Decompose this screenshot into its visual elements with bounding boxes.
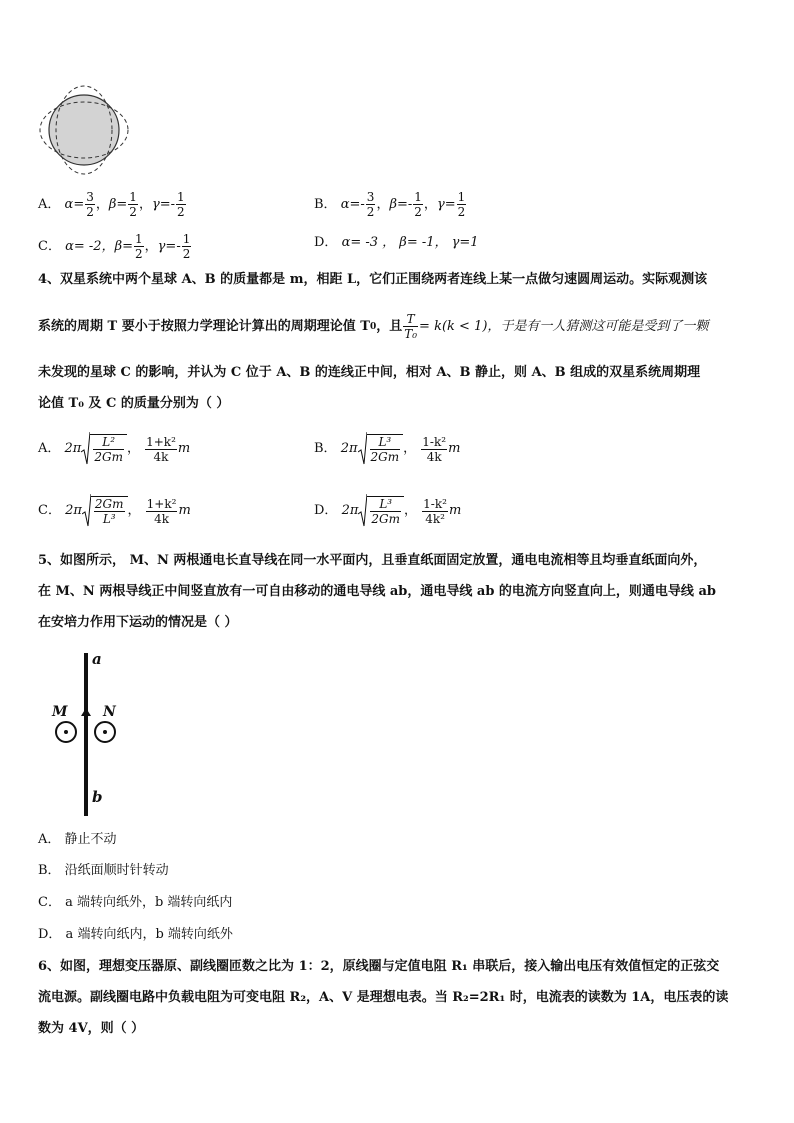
q4-option-c[interactable]: C． 2π $\frac{2Gm}{\text{L³}}$ ， $\frac{\text{1+k²}}{4k}$ m	[38, 494, 191, 528]
q5-option-d[interactable]: D． a 端转向纸内，b 端转向纸外	[38, 927, 233, 942]
q5-text-line-2: 在 M、N 两根导线正中间竖直放有一可自由移动的通电导线 ab，通电导线 ab 的电流方向竖直向上，则通电导线 ab	[38, 584, 716, 599]
label-b: b	[92, 788, 103, 806]
wire-M-out-icon	[54, 720, 78, 744]
q5-option-c[interactable]: C． a 端转向纸外，b 端转向纸内	[38, 895, 233, 910]
q3-option-a[interactable]: A． α = $\frac{3}{2}$ ， β = $\frac{1}{2}$ ， γ = - $\frac{1}{2}$	[38, 190, 185, 219]
q4-text-line-3: 未发现的星球 C 的影响，并认为 C 位于 A、B 的连线正中间，相对 A、B 静止，则 A、B 组成的双星系统周期理	[38, 365, 701, 380]
label-M: M	[52, 704, 68, 720]
q4-text-line-1: 4、双星系统中两个星球 A、B 的质量都是 m，相距 L，它们正围绕两者连线上某一点做匀速圆周运动。实际观测该	[38, 272, 708, 287]
q4-text-line-4: 论值 T₀ 及 C 的质量分别为（ ）	[38, 396, 230, 411]
wire-ab	[84, 653, 88, 816]
q4-option-a[interactable]: A． 2π $\frac{\text{L²}}{2Gm}$ ， $\frac{\text{1+k²}}{4k}$ m	[38, 432, 190, 466]
q6-text-line-2: 流电源。副线圈电路中负载电阻为可变电阻 R₂，A、V 是理想电表。当 R₂=2R₁ 时，电流表的读数为 1A，电压表的读	[38, 990, 729, 1005]
q6-text-line-1: 6、如图，理想变压器原、副线圈匝数之比为 1：2，原线圈与定值电阻 R₁ 串联后，接入输出电压有效值恒定的正弦交	[38, 959, 720, 974]
q5-option-a[interactable]: A． 静止不动	[38, 832, 117, 847]
q3-deformed-sphere-figure	[36, 82, 132, 178]
q4-option-b[interactable]: B． 2π $\frac{\text{L³}}{2Gm}$ ， $\frac{\text{1-k²}}{4k}$ m	[314, 432, 460, 466]
q5-text-line-3: 在安培力作用下运动的情况是（ ）	[38, 615, 238, 630]
q3-option-c[interactable]: C． α= -2， β = $\frac{1}{2}$ ， γ = - $\frac{1}{2}$	[38, 232, 191, 261]
label-N: N	[103, 704, 116, 720]
q3-option-b[interactable]: B． α = - $\frac{3}{2}$ ， β = - $\frac{1}{2}$ ， γ = $\frac{1}{2}$	[314, 190, 466, 219]
current-up-arrow-icon	[80, 708, 92, 720]
label-a: a	[92, 650, 102, 668]
q6-text-line-3: 数为 4V，则（ ）	[38, 1021, 145, 1036]
q5-text-line-1: 5、如图所示， M、N 两根通电长直导线在同一水平面内，且垂直纸面固定放置，通电电流相等且均垂直纸面向外，	[38, 553, 707, 568]
q4-option-d[interactable]: D． 2π $\frac{\text{L³}}{2Gm}$ ， $\frac{\text{1-k²}}{\text{4k²}}$ m	[314, 494, 461, 528]
q4-text-line-2: 系统的周期 T 要小于按照力学理论计算出的周期理论值 T 0 ，且 $\frac{T}{\text{T₀}}$ = k(k < 1)，于是有一人猜测这可能是受到了一颗	[38, 312, 709, 341]
q5-option-b[interactable]: B． 沿纸面顺时针转动	[38, 863, 169, 878]
wire-N-out-icon	[93, 720, 117, 744]
q3-option-d[interactable]: D． α= -3 ， β= -1， γ=1	[314, 235, 479, 250]
q5-wire-figure	[46, 648, 136, 820]
